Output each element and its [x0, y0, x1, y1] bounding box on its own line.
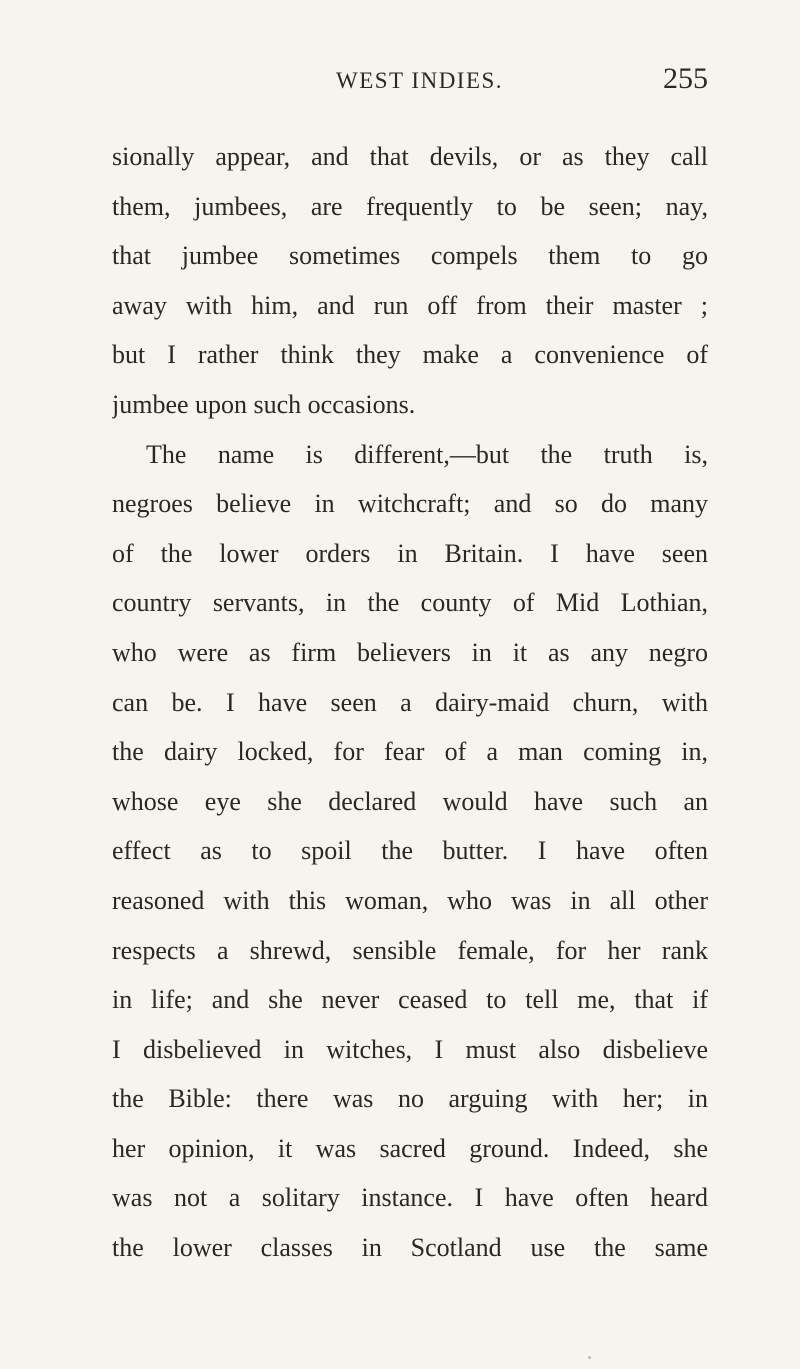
text-line: the dairy locked, for fear of a man coming in, — [112, 737, 708, 767]
text-line: reasoned with this woman, who was in all other — [112, 885, 708, 915]
text-line: of the lower orders in Britain. I have seen — [112, 538, 708, 568]
text-line-paragraph-end: jumbee upon such occasions. — [112, 389, 416, 419]
text-line: I disbelieved in witches, I must also disbelieve — [112, 1034, 708, 1064]
text-line: the Bible: there was no arguing with her; in — [112, 1084, 708, 1114]
body-text — [112, 132, 708, 1273]
text-line: respects a shrewd, sensible female, for her rank — [112, 935, 708, 965]
text-line: whose eye she declared would have such an — [112, 786, 708, 816]
text-line: can be. I have seen a dairy-maid churn, with — [112, 687, 708, 717]
text-line-paragraph-start: The name is different,—but the truth is, — [146, 439, 708, 469]
text-line: was not a solitary instance. I have often heard — [112, 1183, 708, 1213]
text-line: the lower classes in Scotland use the same — [112, 1233, 708, 1263]
running-head — [112, 62, 708, 102]
text-line: them, jumbees, are frequently to be seen; nay, — [112, 191, 708, 221]
text-line: her opinion, it was sacred ground. Indeed, she — [112, 1133, 708, 1163]
text-line: who were as firm believers in it as any negro — [112, 637, 708, 667]
text-line: negroes believe in witchcraft; and so do many — [112, 489, 708, 519]
running-head-title: WEST INDIES. — [336, 68, 504, 93]
page-number: 255 — [663, 62, 708, 95]
text-line: effect as to spoil the butter. I have often — [112, 836, 708, 866]
text-line: in life; and she never ceased to tell me, that if — [112, 985, 708, 1015]
text-line: sionally appear, and that devils, or as they call — [112, 142, 708, 171]
text-line: away with him, and run off from their master ; — [112, 290, 708, 320]
text-line: country servants, in the county of Mid Lothian, — [112, 588, 708, 618]
text-line: that jumbee sometimes compels them to go — [112, 241, 708, 271]
text-line: but I rather think they make a convenience of — [112, 340, 708, 370]
paper-speck — [588, 1356, 591, 1359]
